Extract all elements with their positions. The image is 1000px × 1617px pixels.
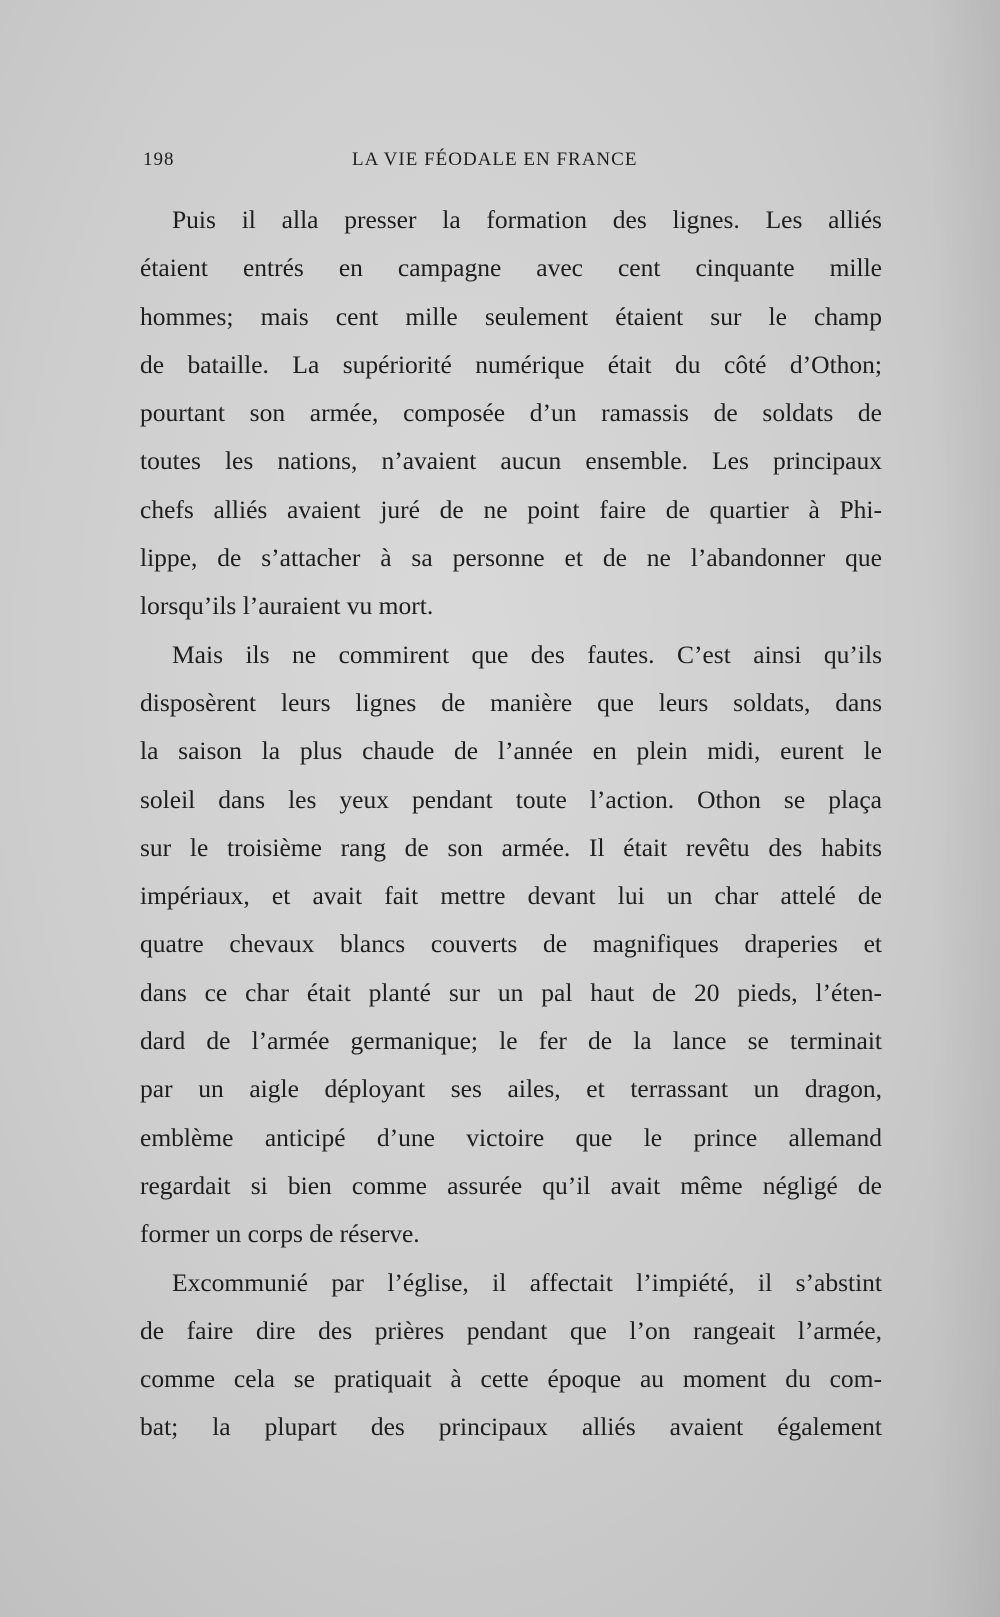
- text-line: former un corps de réserve.: [140, 1219, 420, 1249]
- text-line: pourtant son armée, composée d’un ramassis de soldats de: [140, 398, 882, 428]
- text-line: chefs alliés avaient juré de ne point faire de quartier à Phi-: [140, 494, 882, 524]
- text-line: hommes; mais cent mille seulement étaient sur le champ: [140, 301, 882, 331]
- running-head: [143, 149, 683, 177]
- text-line: la saison la plus chaude de l’année en plein midi, eurent le: [140, 736, 882, 766]
- text-line: par un aigle déployant ses ailes, et terrassant un dragon,: [140, 1074, 882, 1104]
- text-line: bat; la plupart des principaux alliés avaient également: [140, 1412, 882, 1442]
- text-line: quatre chevaux blancs couverts de magnifiques draperies et: [140, 929, 882, 959]
- page-number: 198: [143, 149, 175, 170]
- body-text: [140, 196, 882, 1452]
- text-line: emblème anticipé d’une victoire que le prince allemand: [140, 1122, 882, 1152]
- text-line: étaient entrés en campagne avec cent cinquante mille: [140, 253, 882, 283]
- text-line: Puis il alla presser la formation des lignes. Les alliés: [172, 205, 882, 234]
- text-line: Mais ils ne commirent que des fautes. C’est ainsi qu’ils: [172, 639, 882, 669]
- text-line: dans ce char était planté sur un pal haut de 20 pieds, l’éten-: [140, 977, 882, 1007]
- text-line: comme cela se pratiquait à cette époque au moment du com-: [140, 1364, 882, 1394]
- text-line: lippe, de s’attacher à sa personne et de ne l’abandonner que: [140, 543, 882, 573]
- text-line: toutes les nations, n’avaient aucun ensemble. Les principaux: [140, 446, 882, 476]
- text-line: soleil dans les yeux pendant toute l’action. Othon se plaça: [140, 784, 882, 814]
- text-line: de faire dire des prières pendant que l’on rangeait l’armée,: [140, 1315, 882, 1345]
- text-line: regardait si bien comme assurée qu’il avait même négligé de: [140, 1170, 882, 1200]
- text-line: Excommunié par l’église, il affectait l’impiété, il s’abstint: [172, 1267, 882, 1297]
- page-edge-shadow: [930, 0, 1000, 1617]
- text-line: disposèrent leurs lignes de manière que leurs soldats, dans: [140, 687, 882, 717]
- text-line: lorsqu’ils l’auraient vu mort.: [140, 591, 434, 621]
- running-title: LA VIE FÉODALE EN FRANCE: [352, 149, 638, 170]
- text-line: impériaux, et avait fait mettre devant lui un char attelé de: [140, 881, 882, 911]
- text-line: sur le troisième rang de son armée. Il était revêtu des habits: [140, 832, 882, 862]
- text-line: dard de l’armée germanique; le fer de la lance se terminait: [140, 1026, 882, 1056]
- text-line: de bataille. La supériorité numérique était du côté d’Othon;: [140, 349, 882, 379]
